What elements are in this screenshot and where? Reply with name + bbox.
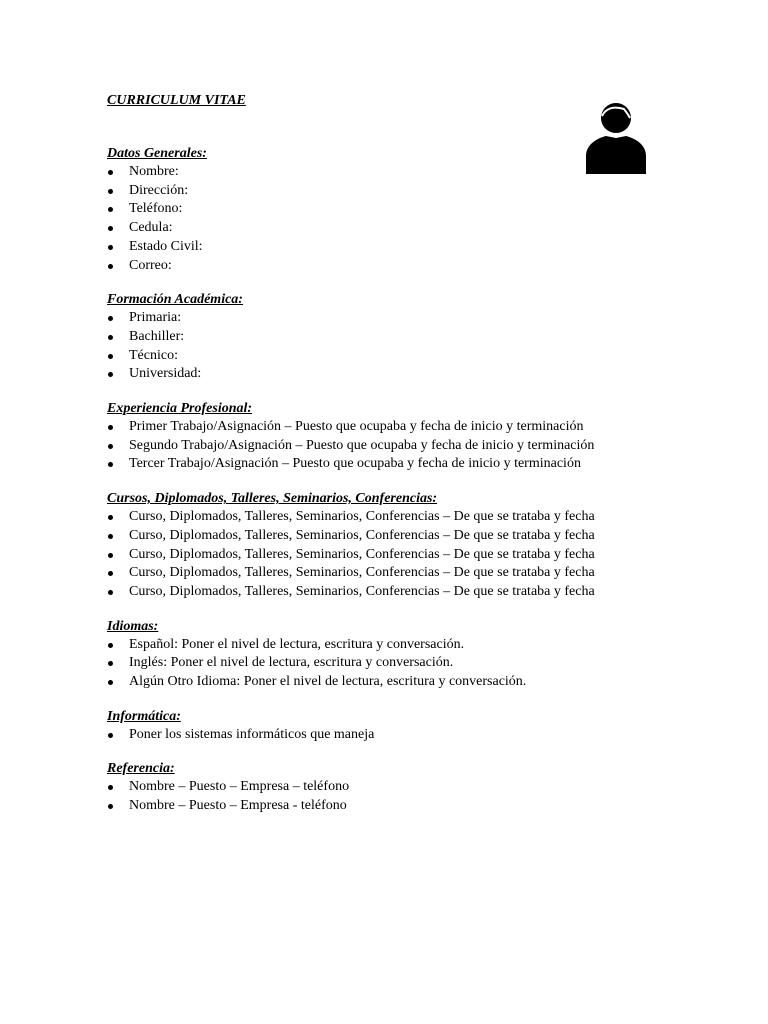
document-title: CURRICULUM VITAE [107, 93, 246, 108]
section-title: Cursos, Diplomados, Talleres, Seminarios, Conferencias: [107, 491, 438, 507]
bullet-icon [108, 316, 113, 321]
bullet-icon [108, 372, 113, 377]
list-item-text: Segundo Trabajo/Asignación – Puesto que ocupaba y fecha de inicio y terminación [129, 437, 595, 453]
bullet-list [107, 309, 667, 384]
bullet-list [107, 418, 667, 474]
bullet-icon [108, 804, 113, 809]
bullet-icon [108, 444, 113, 449]
list-item-text: Algún Otro Idioma: Poner el nivel de lectura, escritura y conversación. [129, 674, 527, 690]
list-item-text: Tercer Trabajo/Asignación – Puesto que ocupaba y fecha de inicio y terminación [129, 456, 581, 472]
list-item [107, 546, 667, 565]
list-item-text: Nombre – Puesto – Empresa – teléfono [129, 779, 350, 795]
section-title: Datos Generales: [107, 146, 207, 161]
list-item [107, 437, 667, 456]
bullet-icon [108, 462, 113, 467]
list-item [107, 238, 667, 257]
bullet-icon [108, 264, 113, 269]
section-title: Informática: [107, 708, 181, 724]
list-item [107, 219, 667, 238]
bullet-icon [108, 534, 113, 539]
list-item-text: Curso, Diplomados, Talleres, Seminarios, Conferencias – De que se trataba y fecha [129, 527, 595, 543]
list-item [107, 564, 667, 583]
list-item [107, 636, 667, 655]
section-formacion-academica [107, 291, 667, 384]
list-item-text: Inglés: Poner el nivel de lectura, escritura y conversación. [129, 655, 454, 671]
section-informatica [107, 708, 667, 745]
list-item [107, 200, 667, 219]
list-item [107, 163, 667, 182]
bullet-icon [108, 590, 113, 595]
list-item-text: Nombre: [129, 164, 179, 179]
list-item-text: Curso, Diplomados, Talleres, Seminarios, Conferencias – De que se trataba y fecha [129, 565, 595, 581]
list-item-text: Teléfono: [129, 201, 183, 217]
section-title: Formación Académica: [107, 292, 243, 308]
bullet-list [107, 636, 667, 692]
list-item [107, 508, 667, 527]
bullet-icon [108, 785, 113, 790]
list-item [107, 182, 667, 201]
cv-sections [107, 145, 667, 832]
section-title: Experiencia Profesional: [107, 401, 253, 417]
list-item-text: Español: Poner el nivel de lectura, escritura y conversación. [129, 636, 465, 652]
bullet-icon [108, 354, 113, 359]
bullet-icon [108, 733, 113, 738]
list-item-text: Poner los sistemas informáticos que maneja [129, 726, 375, 742]
bullet-list [107, 778, 667, 815]
list-item [107, 257, 667, 276]
list-item [107, 365, 667, 384]
list-item [107, 418, 667, 437]
list-item-text: Primer Trabajo/Asignación – Puesto que ocupaba y fecha de inicio y terminación [129, 419, 584, 435]
section-title: Referencia: [107, 761, 175, 777]
list-item [107, 455, 667, 474]
list-item-text: Curso, Diplomados, Talleres, Seminarios, Conferencias – De que se trataba y fecha [129, 546, 595, 562]
section-title: Idiomas: [107, 618, 159, 634]
list-item [107, 726, 667, 745]
list-item-text: Correo: [129, 257, 172, 273]
bullet-icon [108, 571, 113, 576]
list-item-text: Estado Civil: [129, 238, 203, 254]
bullet-icon [108, 553, 113, 558]
bullet-icon [108, 335, 113, 340]
list-item [107, 654, 667, 673]
bullet-icon [108, 189, 113, 194]
list-item-text: Universidad: [129, 366, 202, 382]
list-item-text: Cedula: [129, 220, 173, 236]
list-item [107, 778, 667, 797]
list-item [107, 309, 667, 328]
list-item-text: Primaria: [129, 310, 182, 326]
list-item [107, 583, 667, 602]
list-item-text: Bachiller: [129, 328, 185, 344]
section-cursos [107, 490, 667, 602]
list-item [107, 347, 667, 366]
bullet-icon [108, 226, 113, 231]
list-item-text: Dirección: [129, 182, 189, 198]
section-experiencia-profesional [107, 400, 667, 474]
bullet-list [107, 508, 667, 602]
bullet-icon [108, 207, 113, 212]
bullet-icon [108, 170, 113, 175]
bullet-list [107, 726, 667, 745]
bullet-icon [108, 661, 113, 666]
bullet-list [107, 163, 667, 275]
list-item-text: Nombre – Puesto – Empresa - teléfono [129, 798, 347, 814]
list-item-text: Técnico: [129, 347, 178, 363]
list-item [107, 328, 667, 347]
list-item [107, 527, 667, 546]
section-referencia [107, 760, 667, 815]
section-datos-generales [107, 145, 667, 275]
list-item-text: Curso, Diplomados, Talleres, Seminarios, Conferencias – De que se trataba y fecha [129, 509, 595, 525]
bullet-icon [108, 680, 113, 685]
bullet-icon [108, 245, 113, 250]
bullet-icon [108, 643, 113, 648]
list-item [107, 797, 667, 816]
section-idiomas [107, 618, 667, 692]
list-item [107, 673, 667, 692]
bullet-icon [108, 515, 113, 520]
list-item-text: Curso, Diplomados, Talleres, Seminarios, Conferencias – De que se trataba y fecha [129, 583, 595, 599]
bullet-icon [108, 425, 113, 430]
